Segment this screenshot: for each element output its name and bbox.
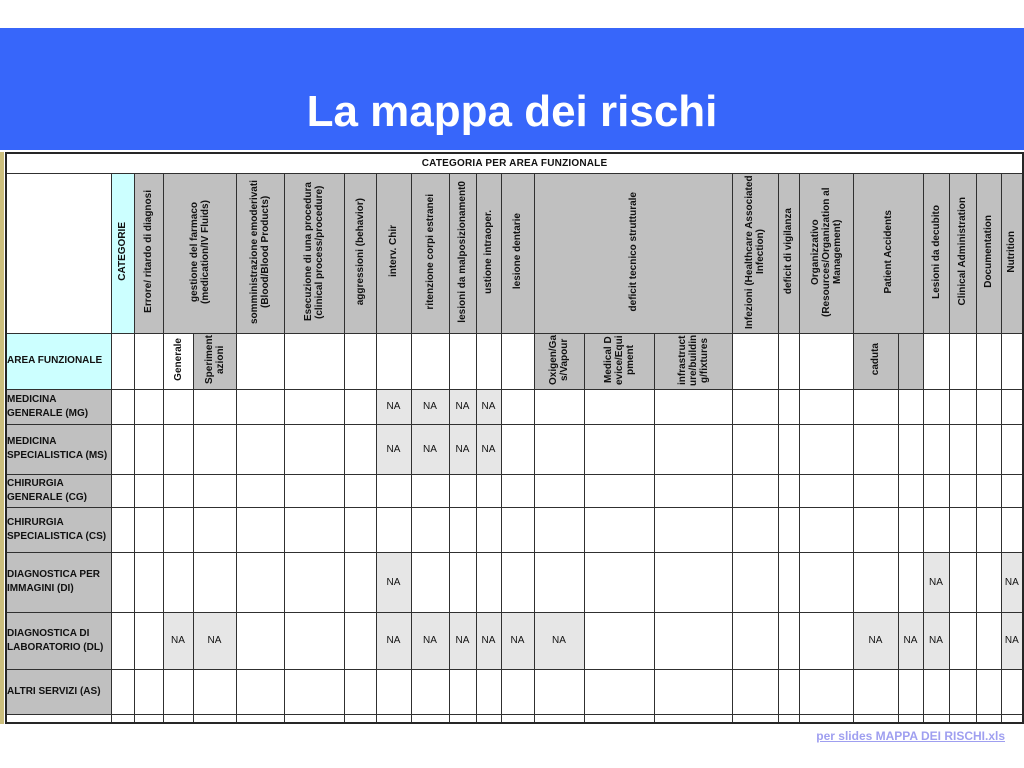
empty-cell bbox=[449, 507, 476, 552]
subheader-blank-22 bbox=[949, 333, 976, 389]
column-header-label: Clinical Administration bbox=[957, 197, 968, 306]
empty-cell bbox=[134, 552, 163, 612]
column-header-label: ustione intraoper. bbox=[483, 209, 494, 294]
empty-cell bbox=[1001, 474, 1023, 507]
empty-cell bbox=[1001, 389, 1023, 424]
empty-cell bbox=[949, 474, 976, 507]
empty-cell bbox=[193, 389, 236, 424]
empty-cell bbox=[501, 389, 534, 424]
empty-cell bbox=[111, 389, 134, 424]
empty-cell bbox=[134, 507, 163, 552]
na-cell: NA bbox=[534, 612, 584, 669]
empty-cell bbox=[449, 552, 476, 612]
subheader-caduta bbox=[853, 333, 898, 389]
na-cell: NA bbox=[1001, 612, 1023, 669]
empty-cell bbox=[534, 714, 584, 723]
na-cell: NA bbox=[898, 612, 923, 669]
empty-cell bbox=[923, 714, 949, 723]
empty-cell bbox=[799, 389, 853, 424]
empty-cell bbox=[111, 474, 134, 507]
empty-cell bbox=[654, 714, 732, 723]
row-label-cs: CHIRURGIA SPECIALISTICA (CS) bbox=[6, 507, 111, 552]
column-header-errore-ritardo-diagnosi bbox=[134, 173, 163, 333]
empty-cell bbox=[853, 714, 898, 723]
footer-link[interactable]: per slides MAPPA DEI RISCHI.xls bbox=[816, 729, 1005, 743]
na-cell: NA bbox=[411, 424, 449, 474]
empty-cell bbox=[732, 714, 778, 723]
empty-cell bbox=[1001, 714, 1023, 723]
table-row-cg bbox=[6, 474, 1023, 507]
column-header-label: gestione del farmaco (medication/IV Fluids) bbox=[188, 199, 211, 304]
table-row-mg bbox=[6, 389, 1023, 424]
empty-cell bbox=[163, 552, 193, 612]
column-header-label: Infezioni (Healthcare Associated Infection) bbox=[744, 174, 766, 329]
empty-cell bbox=[732, 669, 778, 714]
empty-cell bbox=[376, 507, 411, 552]
empty-cell bbox=[853, 389, 898, 424]
subheader-blank-11 bbox=[476, 333, 501, 389]
empty-cell bbox=[344, 424, 376, 474]
empty-cell bbox=[284, 507, 344, 552]
empty-cell bbox=[236, 507, 284, 552]
empty-cell bbox=[898, 714, 923, 723]
subheader-label: infrastructure/building/fixtures bbox=[676, 333, 710, 386]
empty-cell bbox=[501, 552, 534, 612]
column-header-documentation bbox=[976, 173, 1001, 333]
empty-cell bbox=[111, 424, 134, 474]
empty-cell bbox=[853, 507, 898, 552]
empty-cell bbox=[111, 552, 134, 612]
subheader-area-funzionale: AREA FUNZIONALE bbox=[6, 333, 111, 389]
title-banner bbox=[0, 28, 1024, 150]
empty-cell bbox=[193, 669, 236, 714]
empty-cell bbox=[411, 714, 449, 723]
empty-cell bbox=[898, 507, 923, 552]
na-cell: NA bbox=[449, 389, 476, 424]
column-header-nutrition bbox=[1001, 173, 1023, 333]
empty-cell bbox=[584, 507, 654, 552]
empty-cell bbox=[284, 424, 344, 474]
column-header-patient-accidents bbox=[853, 173, 923, 333]
column-header-label: Documentation bbox=[983, 215, 994, 288]
empty-cell bbox=[853, 552, 898, 612]
column-header-label: Patient Accidents bbox=[882, 209, 894, 294]
empty-cell bbox=[976, 474, 1001, 507]
na-cell: NA bbox=[376, 612, 411, 669]
empty-cell bbox=[976, 424, 1001, 474]
column-header-lesioni-da-malposizionamento bbox=[449, 173, 476, 333]
empty-cell bbox=[923, 389, 949, 424]
column-header-label: deficit tecnico strutturale bbox=[627, 191, 639, 312]
empty-cell bbox=[654, 612, 732, 669]
na-cell: NA bbox=[449, 424, 476, 474]
column-header-label: interv. Chir bbox=[388, 225, 399, 278]
empty-cell bbox=[778, 424, 799, 474]
subheader-blank-16 bbox=[732, 333, 778, 389]
subheader-label: Sperimentazioni bbox=[203, 335, 226, 384]
subheader-blank-21 bbox=[923, 333, 949, 389]
empty-cell bbox=[732, 474, 778, 507]
table-row-di bbox=[6, 552, 1023, 612]
row-label-di: DIAGNOSTICA PER IMMAGINI (DI) bbox=[6, 552, 111, 612]
empty-cell bbox=[376, 474, 411, 507]
subheader-blank-8 bbox=[376, 333, 411, 389]
column-header-corner bbox=[6, 173, 111, 333]
subheader-patient-accidents-blank bbox=[898, 333, 923, 389]
empty-cell bbox=[134, 612, 163, 669]
empty-cell bbox=[411, 669, 449, 714]
empty-cell bbox=[584, 389, 654, 424]
empty-cell bbox=[976, 389, 1001, 424]
subheader-blank-2 bbox=[134, 333, 163, 389]
empty-cell bbox=[134, 389, 163, 424]
empty-cell bbox=[654, 389, 732, 424]
empty-cell bbox=[923, 507, 949, 552]
empty-cell bbox=[534, 389, 584, 424]
empty-cell bbox=[163, 507, 193, 552]
empty-cell bbox=[976, 714, 1001, 723]
empty-cell bbox=[853, 424, 898, 474]
empty-cell bbox=[778, 714, 799, 723]
na-cell: NA bbox=[193, 612, 236, 669]
empty-cell bbox=[111, 507, 134, 552]
empty-cell bbox=[501, 669, 534, 714]
empty-cell bbox=[111, 612, 134, 669]
empty-cell bbox=[976, 612, 1001, 669]
empty-cell bbox=[799, 714, 853, 723]
subheader-blank-1 bbox=[111, 333, 134, 389]
column-header-lesione-dentarie bbox=[501, 173, 534, 333]
empty-cell bbox=[853, 669, 898, 714]
empty-cell bbox=[732, 507, 778, 552]
na-cell: NA bbox=[376, 552, 411, 612]
column-header-label: CATEGORIE bbox=[117, 222, 128, 281]
empty-cell bbox=[778, 474, 799, 507]
row-label-dl: DIAGNOSTICA DI LABORATORIO (DL) bbox=[6, 612, 111, 669]
na-cell: NA bbox=[449, 612, 476, 669]
empty-cell bbox=[949, 552, 976, 612]
column-header-label: Esecuzione di una procedura (clinical process/procedure) bbox=[303, 182, 325, 321]
subheader-blank-24 bbox=[1001, 333, 1023, 389]
empty-cell bbox=[799, 669, 853, 714]
empty-cell bbox=[134, 669, 163, 714]
empty-cell bbox=[476, 474, 501, 507]
empty-cell bbox=[344, 612, 376, 669]
empty-cell bbox=[284, 552, 344, 612]
row-label-mg: MEDICINA GENERALE (MG) bbox=[6, 389, 111, 424]
empty-cell bbox=[284, 612, 344, 669]
na-cell: NA bbox=[501, 612, 534, 669]
column-header-label: aggressioni (behavior) bbox=[354, 197, 366, 306]
column-header-lesioni-da-decubito bbox=[923, 173, 949, 333]
empty-cell bbox=[654, 552, 732, 612]
na-cell: NA bbox=[476, 612, 501, 669]
empty-cell bbox=[1001, 424, 1023, 474]
subheader-blank-9 bbox=[411, 333, 449, 389]
empty-cell bbox=[344, 474, 376, 507]
subheader-label: Generale bbox=[172, 338, 184, 381]
empty-cell bbox=[732, 389, 778, 424]
row-label-cg: CHIRURGIA GENERALE (CG) bbox=[6, 474, 111, 507]
empty-cell bbox=[376, 714, 411, 723]
na-cell: NA bbox=[1001, 552, 1023, 612]
row-label-ms: MEDICINA SPECIALISTICA (MS) bbox=[6, 424, 111, 474]
empty-cell bbox=[654, 669, 732, 714]
empty-cell bbox=[799, 507, 853, 552]
empty-cell bbox=[778, 552, 799, 612]
empty-cell bbox=[949, 507, 976, 552]
subheader-oxigen-gas-vapour bbox=[534, 333, 584, 389]
na-cell: NA bbox=[923, 612, 949, 669]
empty-cell bbox=[534, 474, 584, 507]
empty-cell bbox=[949, 389, 976, 424]
table-row-dl bbox=[6, 612, 1023, 669]
table-row-cs bbox=[6, 507, 1023, 552]
column-header-ustione-intraoper bbox=[476, 173, 501, 333]
empty-cell bbox=[778, 389, 799, 424]
empty-cell bbox=[654, 474, 732, 507]
empty-cell bbox=[344, 507, 376, 552]
empty-cell bbox=[799, 552, 853, 612]
empty-cell bbox=[284, 714, 344, 723]
empty-cell bbox=[376, 669, 411, 714]
subheader-label: Oxigen/Gas/Vapour bbox=[548, 334, 570, 385]
empty-cell bbox=[193, 714, 236, 723]
column-header-gestione-del-farmaco bbox=[163, 173, 236, 333]
empty-cell bbox=[732, 424, 778, 474]
empty-cell bbox=[778, 507, 799, 552]
empty-cell bbox=[111, 669, 134, 714]
empty-cell bbox=[411, 474, 449, 507]
empty-cell bbox=[1001, 669, 1023, 714]
column-header-organizzativo bbox=[799, 173, 853, 333]
empty-cell bbox=[134, 474, 163, 507]
empty-cell bbox=[732, 612, 778, 669]
empty-cell bbox=[236, 552, 284, 612]
empty-cell bbox=[799, 612, 853, 669]
empty-cell bbox=[799, 424, 853, 474]
empty-cell bbox=[236, 424, 284, 474]
empty-cell bbox=[236, 714, 284, 723]
row-label-empty bbox=[6, 714, 111, 723]
na-cell: NA bbox=[376, 424, 411, 474]
empty-cell bbox=[163, 424, 193, 474]
empty-cell bbox=[501, 424, 534, 474]
empty-cell bbox=[501, 507, 534, 552]
empty-cell bbox=[853, 474, 898, 507]
table-row-as bbox=[6, 669, 1023, 714]
table-row-empty bbox=[6, 714, 1023, 723]
empty-cell bbox=[344, 669, 376, 714]
empty-cell bbox=[654, 507, 732, 552]
subheader-blank-23 bbox=[976, 333, 1001, 389]
empty-cell bbox=[799, 474, 853, 507]
column-header-aggressioni bbox=[344, 173, 376, 333]
column-header-esecuzione-procedura bbox=[284, 173, 344, 333]
empty-cell bbox=[976, 507, 1001, 552]
empty-cell bbox=[949, 669, 976, 714]
empty-cell bbox=[898, 669, 923, 714]
na-cell: NA bbox=[376, 389, 411, 424]
empty-cell bbox=[236, 612, 284, 669]
empty-cell bbox=[134, 424, 163, 474]
empty-cell bbox=[284, 389, 344, 424]
subheader-blank-18 bbox=[799, 333, 853, 389]
empty-cell bbox=[411, 552, 449, 612]
empty-cell bbox=[923, 424, 949, 474]
empty-cell bbox=[654, 424, 732, 474]
na-cell: NA bbox=[411, 612, 449, 669]
column-header-label: Lesioni da decubito bbox=[930, 204, 942, 299]
empty-cell bbox=[163, 669, 193, 714]
empty-cell bbox=[732, 552, 778, 612]
column-header-interv-chir bbox=[376, 173, 411, 333]
row-label-as: ALTRI SERVIZI (AS) bbox=[6, 669, 111, 714]
subheader-blank-6 bbox=[284, 333, 344, 389]
empty-cell bbox=[501, 474, 534, 507]
risk-table bbox=[5, 152, 1024, 724]
empty-cell bbox=[236, 389, 284, 424]
column-header-label: deficit di vigilanza bbox=[783, 208, 794, 295]
subheader-infrastructure-building-fixtures bbox=[654, 333, 732, 389]
empty-cell bbox=[584, 612, 654, 669]
empty-cell bbox=[449, 714, 476, 723]
empty-cell bbox=[949, 714, 976, 723]
empty-cell bbox=[163, 474, 193, 507]
column-header-label: somministrazione emoderivati (Blood/Blood Products) bbox=[249, 179, 271, 324]
empty-cell bbox=[344, 714, 376, 723]
subheader-blank-7 bbox=[344, 333, 376, 389]
column-header-ritenzione-corpi-estranei bbox=[411, 173, 449, 333]
column-header-label: Nutrition bbox=[1006, 230, 1018, 273]
empty-cell bbox=[534, 552, 584, 612]
empty-cell bbox=[949, 612, 976, 669]
empty-cell bbox=[476, 552, 501, 612]
empty-cell bbox=[236, 669, 284, 714]
empty-cell bbox=[193, 424, 236, 474]
subheader-blank-5 bbox=[236, 333, 284, 389]
column-header-label: Errore/ ritardo di diagnosi bbox=[143, 190, 154, 313]
empty-cell bbox=[193, 474, 236, 507]
empty-cell bbox=[923, 474, 949, 507]
page-title: La mappa dei rischi bbox=[306, 87, 718, 136]
table-caption: CATEGORIA PER AREA FUNZIONALE bbox=[6, 153, 1023, 173]
subheader-medical-device-equipment bbox=[584, 333, 654, 389]
column-header-label: ritenzione corpi estranei bbox=[424, 193, 436, 310]
na-cell: NA bbox=[411, 389, 449, 424]
empty-cell bbox=[584, 474, 654, 507]
empty-cell bbox=[584, 552, 654, 612]
subheader-sperimentazioni bbox=[193, 333, 236, 389]
empty-cell bbox=[949, 424, 976, 474]
empty-cell bbox=[193, 507, 236, 552]
empty-cell bbox=[501, 714, 534, 723]
column-header-label: lesioni da malposizionament0 bbox=[457, 180, 468, 323]
column-header-label: Organizzativo (Resources/Organization al Management) bbox=[809, 186, 843, 317]
empty-cell bbox=[898, 424, 923, 474]
empty-cell bbox=[584, 424, 654, 474]
na-cell: NA bbox=[476, 424, 501, 474]
empty-cell bbox=[476, 507, 501, 552]
empty-cell bbox=[534, 669, 584, 714]
empty-cell bbox=[411, 507, 449, 552]
empty-cell bbox=[923, 669, 949, 714]
empty-cell bbox=[476, 669, 501, 714]
left-edge-strip bbox=[0, 152, 4, 724]
na-cell: NA bbox=[476, 389, 501, 424]
empty-cell bbox=[898, 389, 923, 424]
na-cell: NA bbox=[923, 552, 949, 612]
na-cell: NA bbox=[163, 612, 193, 669]
table-row-ms bbox=[6, 424, 1023, 474]
empty-cell bbox=[163, 389, 193, 424]
empty-cell bbox=[778, 669, 799, 714]
empty-cell bbox=[193, 552, 236, 612]
subheader-blank-17 bbox=[778, 333, 799, 389]
subheader-blank-10 bbox=[449, 333, 476, 389]
empty-cell bbox=[534, 507, 584, 552]
column-header-clinical-administration bbox=[949, 173, 976, 333]
empty-cell bbox=[449, 474, 476, 507]
empty-cell bbox=[534, 424, 584, 474]
empty-cell bbox=[584, 669, 654, 714]
empty-cell bbox=[344, 389, 376, 424]
empty-cell bbox=[584, 714, 654, 723]
empty-cell bbox=[284, 669, 344, 714]
column-header-label: lesione dentarie bbox=[512, 213, 523, 290]
empty-cell bbox=[284, 474, 344, 507]
empty-cell bbox=[476, 714, 501, 723]
subheader-label: caduta bbox=[870, 343, 881, 376]
empty-cell bbox=[236, 474, 284, 507]
column-header-somministrazione-emoderivati bbox=[236, 173, 284, 333]
empty-cell bbox=[976, 669, 1001, 714]
empty-cell bbox=[163, 714, 193, 723]
empty-cell bbox=[111, 714, 134, 723]
empty-cell bbox=[976, 552, 1001, 612]
subheader-blank-12 bbox=[501, 333, 534, 389]
column-header-categorie bbox=[111, 173, 134, 333]
subheader-generale bbox=[163, 333, 193, 389]
subheader-label: Medical Device/Equipment bbox=[602, 334, 636, 385]
empty-cell bbox=[1001, 507, 1023, 552]
risk-table-wrapper bbox=[5, 152, 1024, 724]
empty-cell bbox=[344, 552, 376, 612]
empty-cell bbox=[449, 669, 476, 714]
column-header-deficit-di-vigilanza bbox=[778, 173, 799, 333]
na-cell: NA bbox=[853, 612, 898, 669]
column-header-infezioni bbox=[732, 173, 778, 333]
empty-cell bbox=[778, 612, 799, 669]
empty-cell bbox=[898, 474, 923, 507]
column-header-deficit-tecnico-strutturale bbox=[534, 173, 732, 333]
empty-cell bbox=[134, 714, 163, 723]
empty-cell bbox=[898, 552, 923, 612]
